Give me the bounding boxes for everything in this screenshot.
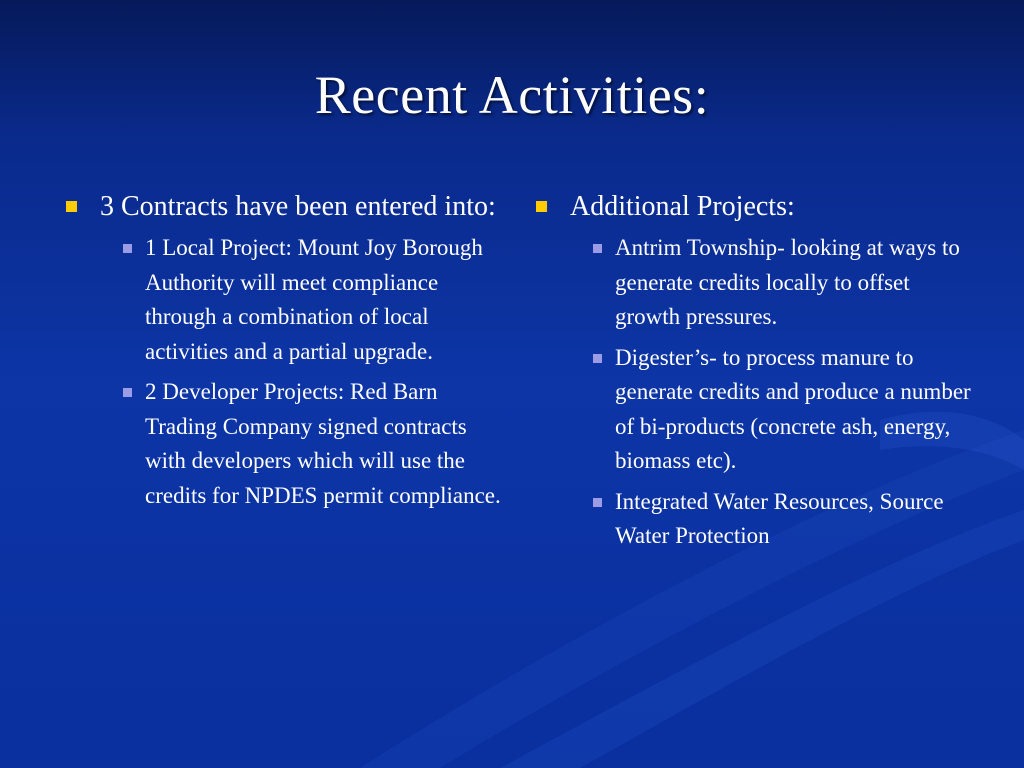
yellow-square-bullet-icon [66,201,77,212]
right-column [532,188,972,560]
slide-title: Recent Activities: [314,65,710,125]
lavender-square-bullet-icon [593,498,602,507]
left-level1-item [62,188,502,513]
lavender-square-bullet-icon [593,244,602,253]
right-sub-item-text: Integrated Water Resources, Source Water Protection [615,488,944,548]
right-heading-text: Additional Projects: [570,191,795,222]
left-sub-item [100,231,502,369]
right-sub-item-text: Antrim Township- looking at ways to generate credits locally to offset growth pressures. [615,235,960,329]
right-sub-list [570,231,972,554]
right-level1-item [532,188,972,554]
left-sub-list [100,231,502,513]
left-sub-item [100,375,502,513]
left-heading-text: 3 Contracts have been entered into: [100,191,496,222]
right-sub-item [570,341,972,479]
right-sub-item-text: Digester’s- to process manure to generate credits and produce a number of bi-products (concrete ash, energy, biomass etc). [615,344,971,473]
right-bullet-list [532,188,972,554]
lavender-square-bullet-icon [593,354,602,363]
yellow-square-bullet-icon [536,201,547,212]
lavender-square-bullet-icon [123,244,132,253]
left-sub-item-text: 2 Developer Projects: Red Barn Trading Company signed contracts with developers which will use the credits for NPDES permit compliance. [145,379,501,508]
left-bullet-list [62,188,502,513]
left-sub-item-text: 1 Local Project: Mount Joy Borough Authority will meet compliance through a combination of local activities and a partial upgrade. [145,235,483,364]
right-sub-item [570,231,972,335]
right-sub-item [570,485,972,554]
lavender-square-bullet-icon [123,388,132,397]
left-column [62,188,502,519]
